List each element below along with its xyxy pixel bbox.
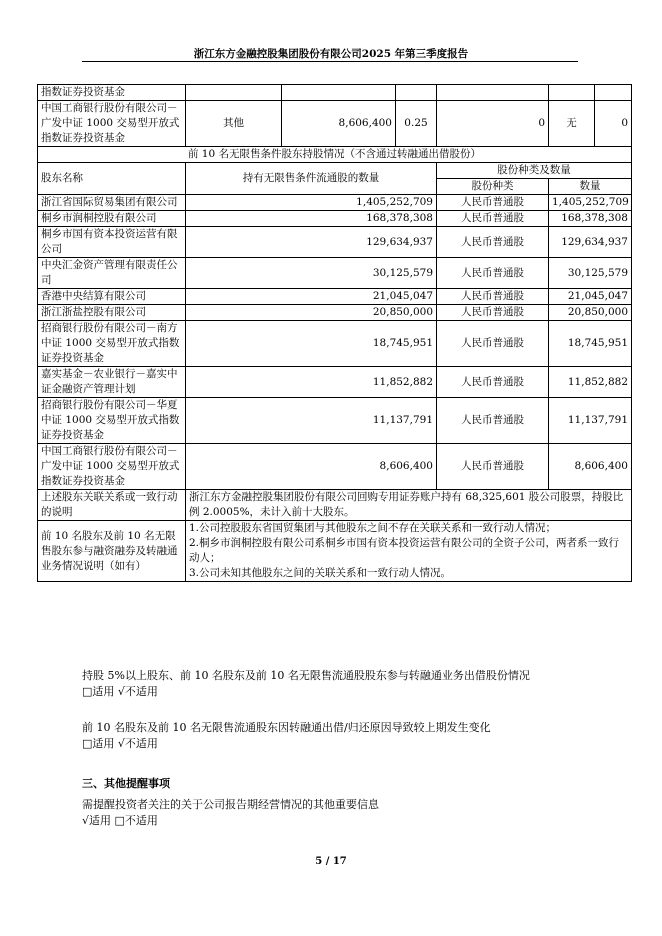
share-count: 1,405,252,709 [549, 195, 632, 211]
share-count: 8,606,400 [549, 444, 632, 490]
unrestricted-title: 前 10 名无限售条件股东持股情况（不含通过转融通出借股份） [38, 147, 632, 163]
table-row [38, 211, 632, 227]
table-row [38, 227, 632, 258]
shareholder-name: 香港中央结算有限公司 [38, 289, 186, 305]
reminder-applicability: √适用 □不适用 [82, 814, 158, 827]
unrestricted-qty: 30,125,579 [186, 258, 437, 289]
table-row [38, 490, 632, 521]
column-header-row [38, 163, 632, 179]
margin-line: 2.桐乡市润桐控股有限公司系桐乡市国有资本投资运营有限公司的全资子公司，两者系一致行动人； [189, 537, 620, 564]
lending-applicability: □适用 √不适用 [82, 685, 158, 698]
table-row [38, 289, 632, 305]
share-kind: 人民币普通股 [437, 227, 549, 258]
share-kind: 人民币普通股 [437, 305, 549, 321]
shares-held: 8,606,400 [282, 101, 396, 147]
pledge-status: 无 [549, 101, 595, 147]
col-header-kind: 股份种类 [437, 179, 549, 195]
shareholder-name: 招商银行股份有限公司－华夏中证 1000 交易型开放式指数证券投资基金 [38, 398, 186, 444]
unrestricted-qty: 168,378,308 [186, 211, 437, 227]
shareholder-name: 中国工商银行股份有限公司－广发中证 1000 交易型开放式指数证券投资基金 [38, 444, 186, 490]
share-count: 11,852,882 [549, 367, 632, 398]
unrestricted-qty: 8,606,400 [186, 444, 437, 490]
share-kind: 人民币普通股 [437, 321, 549, 367]
share-count: 11,137,791 [549, 398, 632, 444]
lending-paragraph: 持股 5%以上股东、前 10 名股东及前 10 名无限售流通股股东参与转融通业务出借股份情况 [82, 669, 530, 682]
table-row [38, 258, 632, 289]
table-row [38, 85, 632, 101]
unrestricted-qty: 1,405,252,709 [186, 195, 437, 211]
margin-label: 前 10 名股东及前 10 名无限售股东参与融资融券及转融通业务情况说明（如有） [38, 521, 186, 582]
share-kind: 人民币普通股 [437, 444, 549, 490]
table-row [38, 398, 632, 444]
page-number: 5 / 17 [315, 856, 347, 867]
shareholder-name: 桐乡市润桐控股有限公司 [38, 211, 186, 227]
shareholder-name: 浙江浙盐控股有限公司 [38, 305, 186, 321]
share-kind: 人民币普通股 [437, 398, 549, 444]
change-paragraph: 前 10 名股东及前 10 名无限售流通股东因转融通出借/归还原因导致较上期发生变化 [82, 721, 491, 734]
col-header-kind-group: 股份种类及数量 [437, 163, 632, 179]
related-label: 上述股东关联关系或一致行动的说明 [38, 490, 186, 521]
table-row [38, 101, 632, 147]
table-row [38, 521, 632, 582]
section-title-row [38, 147, 632, 163]
related-text: 浙江东方金融控股集团股份有限公司回购专用证券账户持有 68,325,601 股公司股票，持股比例 2.0005%，未计入前十大股东。 [186, 490, 632, 521]
share-count: 129,634,937 [549, 227, 632, 258]
pledged-count: 0 [595, 101, 632, 147]
share-kind: 人民币普通股 [437, 289, 549, 305]
restricted-shares: 0 [437, 101, 549, 147]
shareholder-name: 桐乡市国有资本投资运营有限公司 [38, 227, 186, 258]
col-header-name: 股东名称 [38, 163, 186, 195]
change-applicability: □适用 √不适用 [82, 737, 158, 750]
margin-line: 3.公司未知其他股东之间的关联关系和一致行动人情况。 [189, 567, 452, 579]
report-header: 浙江东方金融控股集团股份有限公司2025 年第三季度报告 [193, 48, 469, 60]
col-header-qty: 持有无限售条件流通股的数量 [186, 163, 437, 195]
table-row [38, 305, 632, 321]
shareholder-name: 中国工商银行股份有限公司－广发中证 1000 交易型开放式指数证券投资基金 [38, 101, 186, 147]
margin-line: 1.公司控股股东省国贸集团与其他股东之间不存在关联关系和一致行动人情况； [189, 522, 557, 534]
margin-text [186, 521, 632, 582]
shareholder-name: 招商银行股份有限公司－南方中证 1000 交易型开放式指数证券投资基金 [38, 321, 186, 367]
table-row [38, 367, 632, 398]
col-header-count: 数量 [549, 179, 632, 195]
share-count: 20,850,000 [549, 305, 632, 321]
unrestricted-qty: 129,634,937 [186, 227, 437, 258]
share-count: 21,045,047 [549, 289, 632, 305]
unrestricted-qty: 20,850,000 [186, 305, 437, 321]
unrestricted-qty: 11,137,791 [186, 398, 437, 444]
shareholder-name: 指数证券投资基金 [38, 85, 186, 101]
unrestricted-qty: 18,745,951 [186, 321, 437, 367]
header-rule [82, 61, 578, 62]
shareholder-table [37, 84, 632, 582]
table-row [38, 195, 632, 211]
share-kind: 人民币普通股 [437, 211, 549, 227]
unrestricted-qty: 11,852,882 [186, 367, 437, 398]
share-count: 168,378,308 [549, 211, 632, 227]
section-heading: 三、其他提醒事项 [82, 777, 170, 790]
share-kind: 人民币普通股 [437, 195, 549, 211]
holding-ratio: 0.25 [396, 101, 437, 147]
reminder-paragraph: 需提醒投资者关注的关于公司报告期经营情况的其他重要信息 [82, 798, 379, 811]
shareholder-name: 中央汇金资产管理有限责任公司 [38, 258, 186, 289]
shareholder-name: 浙江省国际贸易集团有限公司 [38, 195, 186, 211]
unrestricted-qty: 21,045,047 [186, 289, 437, 305]
table-row [38, 321, 632, 367]
share-count: 30,125,579 [549, 258, 632, 289]
share-kind: 人民币普通股 [437, 367, 549, 398]
share-count: 18,745,951 [549, 321, 632, 367]
table-row [38, 444, 632, 490]
share-kind: 人民币普通股 [437, 258, 549, 289]
shareholder-name: 嘉实基金－农业银行－嘉实中证金融资产管理计划 [38, 367, 186, 398]
shareholder-nature: 其他 [186, 101, 282, 147]
